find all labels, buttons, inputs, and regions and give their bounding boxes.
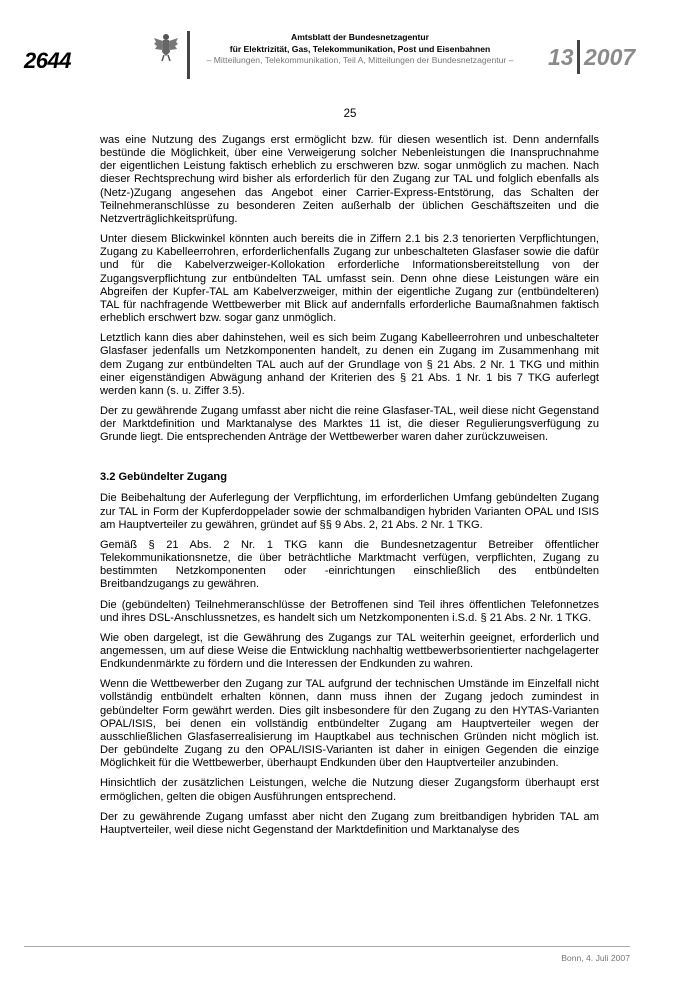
body-paragraph: was eine Nutzung des Zugangs erst ermöglicht bzw. für diesen wesentlich ist. Denn andernfalls bestünde die Möglichkeit, über eine Verweigerung solcher Nebenleistungen die Inanspruchnahme der eigentlichen Leistung faktisch erheblich zu erschweren bzw. sogar unmöglich zu machen. Nach dieser Rechtsprechung wird bisher als erforderlich für den Zugang zur TAL und folglich ebenfalls als (Netz-)Zugang angesehen das Angebot einer Carrier-Express-Entstörung, das Schalten der Teilnehmeranschlüsse zu besonderen Zeiten außerhalb der üblichen Geschäftszeiten und die Netzverträglichkeitsprüfung. xyxy=(100,134,599,225)
inner-page-number: 25 xyxy=(343,108,357,120)
body-paragraph: Letztlich kann dies aber dahinstehen, weil es sich beim Zugang Kabelleerrohren und unbeschalteter Glasfaser jedenfalls um Netzkomponenten handelt, zu denen ein Zugang im Zusammenhang mit dem Zugang zur entbündelten TAL auch auf der Grundlage von § 21 Abs. 2 Nr. 1 TKG und mithin einer eigenständigen Abwägung anhand der Kriterien des § 21 Abs. 1 Nr. 1 bis 7 TKG auferlegt werden kann (s. u. Ziffer 3.5). xyxy=(100,332,599,397)
journal-subtitle: – Mitteilungen, Telekommunikation, Teil A, Mitteilungen der Bundesnetzagentur – xyxy=(206,55,514,65)
section-heading: 3.2 Gebündelter Zugang xyxy=(100,471,227,484)
footer-date: Bonn, 4. Juli 2007 xyxy=(561,953,630,963)
body-paragraph: Der zu gewährende Zugang umfasst aber nicht die reine Glasfaser-TAL, weil diese nicht Gegenstand der Marktdefinition und Marktanalyse des Marktes 11 ist, die dieser Regulierungsverfügung zu Grunde liegt. Die entsprechenden Anträge der Wettbewerber waren daher zurückzuweisen. xyxy=(100,404,599,444)
issue-number: 13 xyxy=(548,44,574,70)
journal-title-line2: für Elektrizität, Gas, Telekommunikation, Post und Eisenbahnen xyxy=(229,43,491,54)
issue-year: 2007 xyxy=(584,44,636,70)
header-divider xyxy=(187,31,190,79)
body-paragraph: Hinsichtlich der zusätzlichen Leistungen, welche die Nutzung dieser Zugangsform überhaupt erst ermöglichen, gelten die obigen Ausführungen entsprechend. xyxy=(100,777,599,803)
body-paragraph: Die Beibehaltung der Auferlegung der Verpflichtung, im erforderlichen Umfang gebündelten Zugang zur TAL in Form der Kupferdoppelader sowie der schmalbandigen hybriden Varianten OPAL und ISIS am Hauptverteiler zu gewähren, gründet auf §§ 9 Abs. 2, 21 Abs. 2 Nr. 1 TKG. xyxy=(100,492,599,531)
footer-divider xyxy=(24,946,630,947)
body-paragraph: Die (gebündelten) Teilnehmeranschlüsse der Betroffenen sind Teil ihres öffentlichen Telefonnetzes und ihres DSL-Anschlussnetzes, es handelt sich um Netzkomponenten i.S.d. § 21 Abs. 2 Nr. 1 TKG. xyxy=(100,598,599,624)
body-paragraph: Wenn die Wettbewerber den Zugang zur TAL aufgrund der technischen Umstände im Einzelfall nicht vollständig entbündelt erhalten können, dann muss ihnen der Zugang jedoch zumindest in gebündelter Form gewährt werden. Dies gilt insbesondere für den Zugang zu den HYTAS-Varianten OPAL/ISIS, bei denen ein vollständig entbündelter Zugang am Hauptverteiler wegen der ausschließlichen Glasfaserrealisierung im Hauptkabel aus technischen Gründen nicht möglich ist. Der gebündelte Zugang zu den OPAL/ISIS-Varianten ist daher in einigen Gegenden die einzige Möglichkeit für die Wettbewerber, überhaupt Endkunden über den Hauptverteiler anzubinden. xyxy=(100,678,599,770)
journal-title xyxy=(195,32,525,55)
federal-eagle-icon xyxy=(153,32,179,62)
page-number: 2644 xyxy=(24,48,71,73)
body-paragraph: Gemäß § 21 Abs. 2 Nr. 1 TKG kann die Bundesnetzagentur Betreiber öffentlicher Telekommunikationsnetze, die über beträchtliche Marktmacht verfügen, verpflichten, Zugang zu bestimmten Netzkomponenten oder -einrichtungen einschließlich des entbündelten Breitbandzugangs zu gewähren. xyxy=(100,538,599,591)
document-body xyxy=(100,134,599,844)
issue-divider xyxy=(577,40,580,74)
body-paragraph: Wie oben dargelegt, ist die Gewährung des Zugangs zur TAL weiterhin geeignet, erforderlich und angemessen, um auf diese Weise die Entwicklung nachhaltig wettbewerbsorientierter nachgelagerter Endkundenmärkte zu fördern und die Interessen der Endkunden zu wahren. xyxy=(100,631,599,671)
journal-title-line1: Amtsblatt der Bundesnetzagentur xyxy=(291,32,429,42)
body-paragraph: Der zu gewährende Zugang umfasst aber nicht den Zugang zum breitbandigen hybriden TAL am Hauptverteiler, weil diese nicht Gegenstand der Marktdefinition und Marktanalyse des xyxy=(100,810,599,836)
body-paragraph: Unter diesem Blickwinkel könnten auch bereits die in Ziffern 2.1 bis 2.3 tenorierten Verpflichtungen, Zugang zu Kabelleerrohren, erforderlichenfalls Zugang zur unbeschalteten Glasfaser sowie die dafür und für die Kabelverzweiger-Kollokation erforderliche Informationsbereitstellung von der Zugangsverpflichtung zur entbündelten TAL umfasst sein. Denn ohne diese Leistungen wäre ein Abgreifen der Kupfer-TAL am Kabelverzweiger, mithin der eigentliche Zugang zur (entbündelteren) TAL für nachfragende Wettbewerber mit Blick auf andernfalls erforderliche Baumaßnahmen faktisch erheblich erschwert bzw. sogar ganz unmöglich. xyxy=(100,233,599,325)
